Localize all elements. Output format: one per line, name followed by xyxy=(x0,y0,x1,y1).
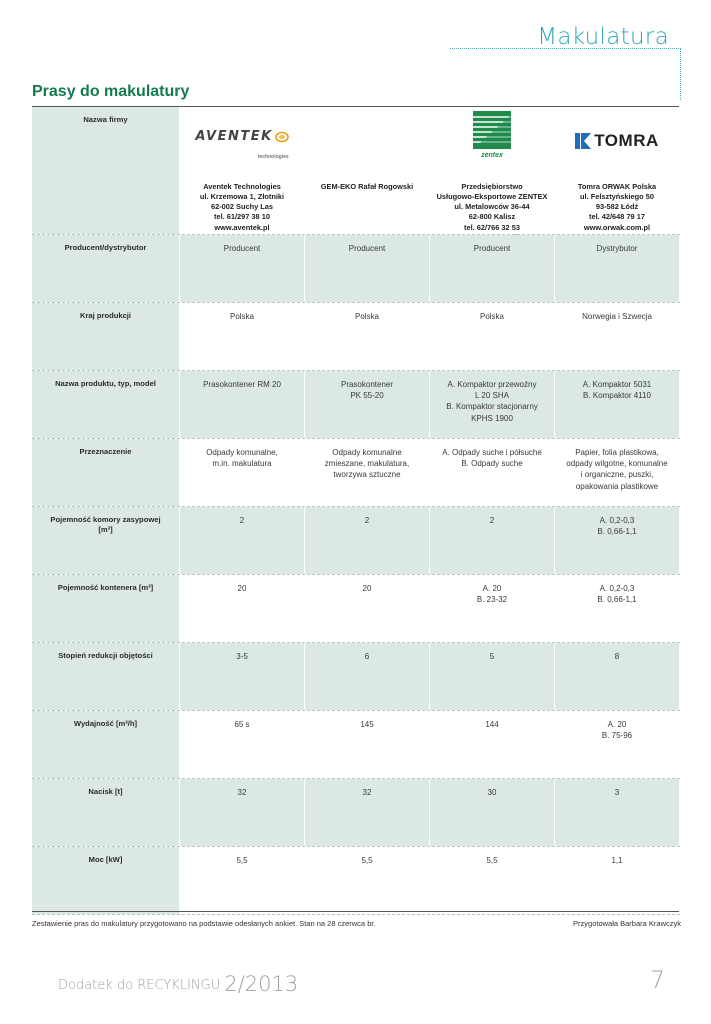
table-row xyxy=(32,711,680,779)
table-cell: A. Kompaktor przewoźny L 20 SHA B. Kompaktor stacjonarny KPHS 1900 xyxy=(430,371,554,438)
table-cell: Prasokontener RM 20 xyxy=(180,371,304,438)
table-cell: Producent xyxy=(305,235,429,302)
table-cell: 6 xyxy=(305,643,429,710)
table-cell: 1,1 xyxy=(611,856,623,865)
table-cell: 8 xyxy=(555,643,679,710)
page-title: Prasy do makulatury xyxy=(32,83,190,100)
zentex-emblem-icon xyxy=(473,111,511,149)
table-cell: Papier, folia plastikowa, odpady wilgotne, komunalne i organiczne, puszki, opakowania plastikowe xyxy=(566,448,668,491)
zentex-logo xyxy=(435,117,549,171)
table-cell: Odpady komunalne zmieszane, makulatura, tworzywa sztuczne xyxy=(324,448,410,480)
issue-number: 2/2013 xyxy=(224,972,299,996)
table-row-companies xyxy=(32,107,680,235)
aventek-logo xyxy=(185,117,299,171)
row-label: Moc [kW] xyxy=(32,847,179,914)
table-cell: 3-5 xyxy=(180,643,304,710)
table-row xyxy=(32,643,680,711)
company-cell-tomra xyxy=(555,107,679,234)
table-cell: Prasokontener PK 55-20 xyxy=(305,371,429,438)
company-name: Aventek Technologies ul. Krzemowa 1, Złotniki 62-002 Suchy Las tel. 61/297 38 10 www.aventek.pl xyxy=(199,181,285,232)
table-row xyxy=(32,371,680,439)
row-label-firm: Nazwa firmy xyxy=(32,107,179,234)
header-dotted-line xyxy=(450,48,681,49)
page-number: 7 xyxy=(649,966,665,994)
row-label: Nazwa produktu, typ, model xyxy=(32,371,179,438)
row-label: Pojemność kontenera [m³] xyxy=(32,575,179,642)
table-cell: Producent xyxy=(180,235,304,302)
empty-logo-area xyxy=(310,117,424,171)
table-row xyxy=(32,779,680,847)
table-cell: Odpady komunalne, m.in. makulatura xyxy=(206,448,278,469)
publication-name: Dodatek do RECYKLINGU xyxy=(58,978,221,993)
table-cell: 32 xyxy=(305,779,429,846)
table-cell: 20 xyxy=(237,584,247,593)
table-row xyxy=(32,575,680,643)
table-cell: 145 xyxy=(360,720,374,729)
company-name: Przedsiębiorstwo Usługowo-Eksportowe ZENTEX ul. Metalowców 36-44 62-800 Kalisz tel. 62/766 32 53 xyxy=(436,181,548,232)
table-cell: 20 xyxy=(362,584,372,593)
table-cell: 2 xyxy=(305,507,429,574)
table-row xyxy=(32,235,680,303)
tomra-logo xyxy=(560,117,674,171)
table-cell: A. 0,2-0,3 B. 0,66-1,1 xyxy=(597,584,637,605)
table-cell: 32 xyxy=(180,779,304,846)
table-cell: 144 xyxy=(485,720,499,729)
aventek-logo-subtext: technologies xyxy=(257,154,289,161)
aventek-logo-text: AVENTEK xyxy=(195,128,273,144)
table-cell: 2 xyxy=(180,507,304,574)
table-cell: 3 xyxy=(555,779,679,846)
prepared-by: Przygotowała Barbara Krawczyk xyxy=(573,919,681,928)
table-cell: A. 0,2-0,3 B. 0,66-1,1 xyxy=(555,507,679,574)
table-cell: A. Odpady suche i półsuche B. Odpady suche xyxy=(442,448,542,469)
company-cell-zentex xyxy=(430,107,554,234)
table-row xyxy=(32,847,680,915)
header-dotted-line-vertical xyxy=(680,48,681,100)
publication-footer xyxy=(58,972,298,996)
table-cell: 5 xyxy=(430,643,554,710)
table-cell: 5,5 xyxy=(236,856,248,865)
row-label: Pojemność komory zasypowej [m³] xyxy=(32,507,179,574)
aventek-swoosh-icon xyxy=(275,131,289,143)
table-cell: 30 xyxy=(430,779,554,846)
table-cell: 5,5 xyxy=(361,856,373,865)
row-label: Producent/dystrybutor xyxy=(32,235,179,302)
table-row xyxy=(32,439,680,507)
company-name: Tomra ORWAK Polska ul. Felsztyńskiego 50 93-582 Łódź tel. 42/648 79 17 www.orwak.com.pl xyxy=(577,181,657,232)
row-label: Wydajność [m³/h] xyxy=(32,711,179,778)
table-cell: A. Kompaktor 5031 B. Kompaktor 4110 xyxy=(555,371,679,438)
company-cell-gem-eko xyxy=(305,107,429,234)
row-label: Stopień redukcji objętości xyxy=(32,643,179,710)
table-cell: Polska xyxy=(229,312,254,321)
table-row xyxy=(32,507,680,575)
company-name: GEM-EKO Rafał Rogowski xyxy=(320,181,414,191)
table-footnote: Zestawienie pras do makulatury przygotowano na podstawie odesłanych ankiet. Stan na 28 czerwca br. xyxy=(32,919,376,928)
table-cell: Polska xyxy=(354,312,379,321)
table-cell: 5,5 xyxy=(486,856,498,865)
row-label: Przeznaczenie xyxy=(32,439,179,506)
table-cell: Norwegia i Szwecja xyxy=(582,312,652,321)
table-cell: 2 xyxy=(430,507,554,574)
table-cell: A. 20 B. 23-32 xyxy=(476,584,508,605)
row-label: Kraj produkcji xyxy=(32,303,179,370)
table-cell: 65 s xyxy=(234,720,250,729)
table-row xyxy=(32,303,680,371)
company-cell-aventek xyxy=(180,107,304,234)
section-title: Makulatura xyxy=(537,24,669,50)
tomra-emblem-icon xyxy=(575,133,591,149)
row-label: Nacisk [t] xyxy=(32,779,179,846)
table-cell: Dystrybutor xyxy=(555,235,679,302)
bottom-divider xyxy=(32,911,679,912)
table-cell: A. 20 B. 75-96 xyxy=(601,720,633,741)
zentex-logo-text: zentex xyxy=(481,152,503,160)
table-cell: Polska xyxy=(479,312,504,321)
tomra-logo-text: TOMRA xyxy=(594,131,659,151)
table-cell: Producent xyxy=(430,235,554,302)
comparison-table xyxy=(32,107,680,915)
